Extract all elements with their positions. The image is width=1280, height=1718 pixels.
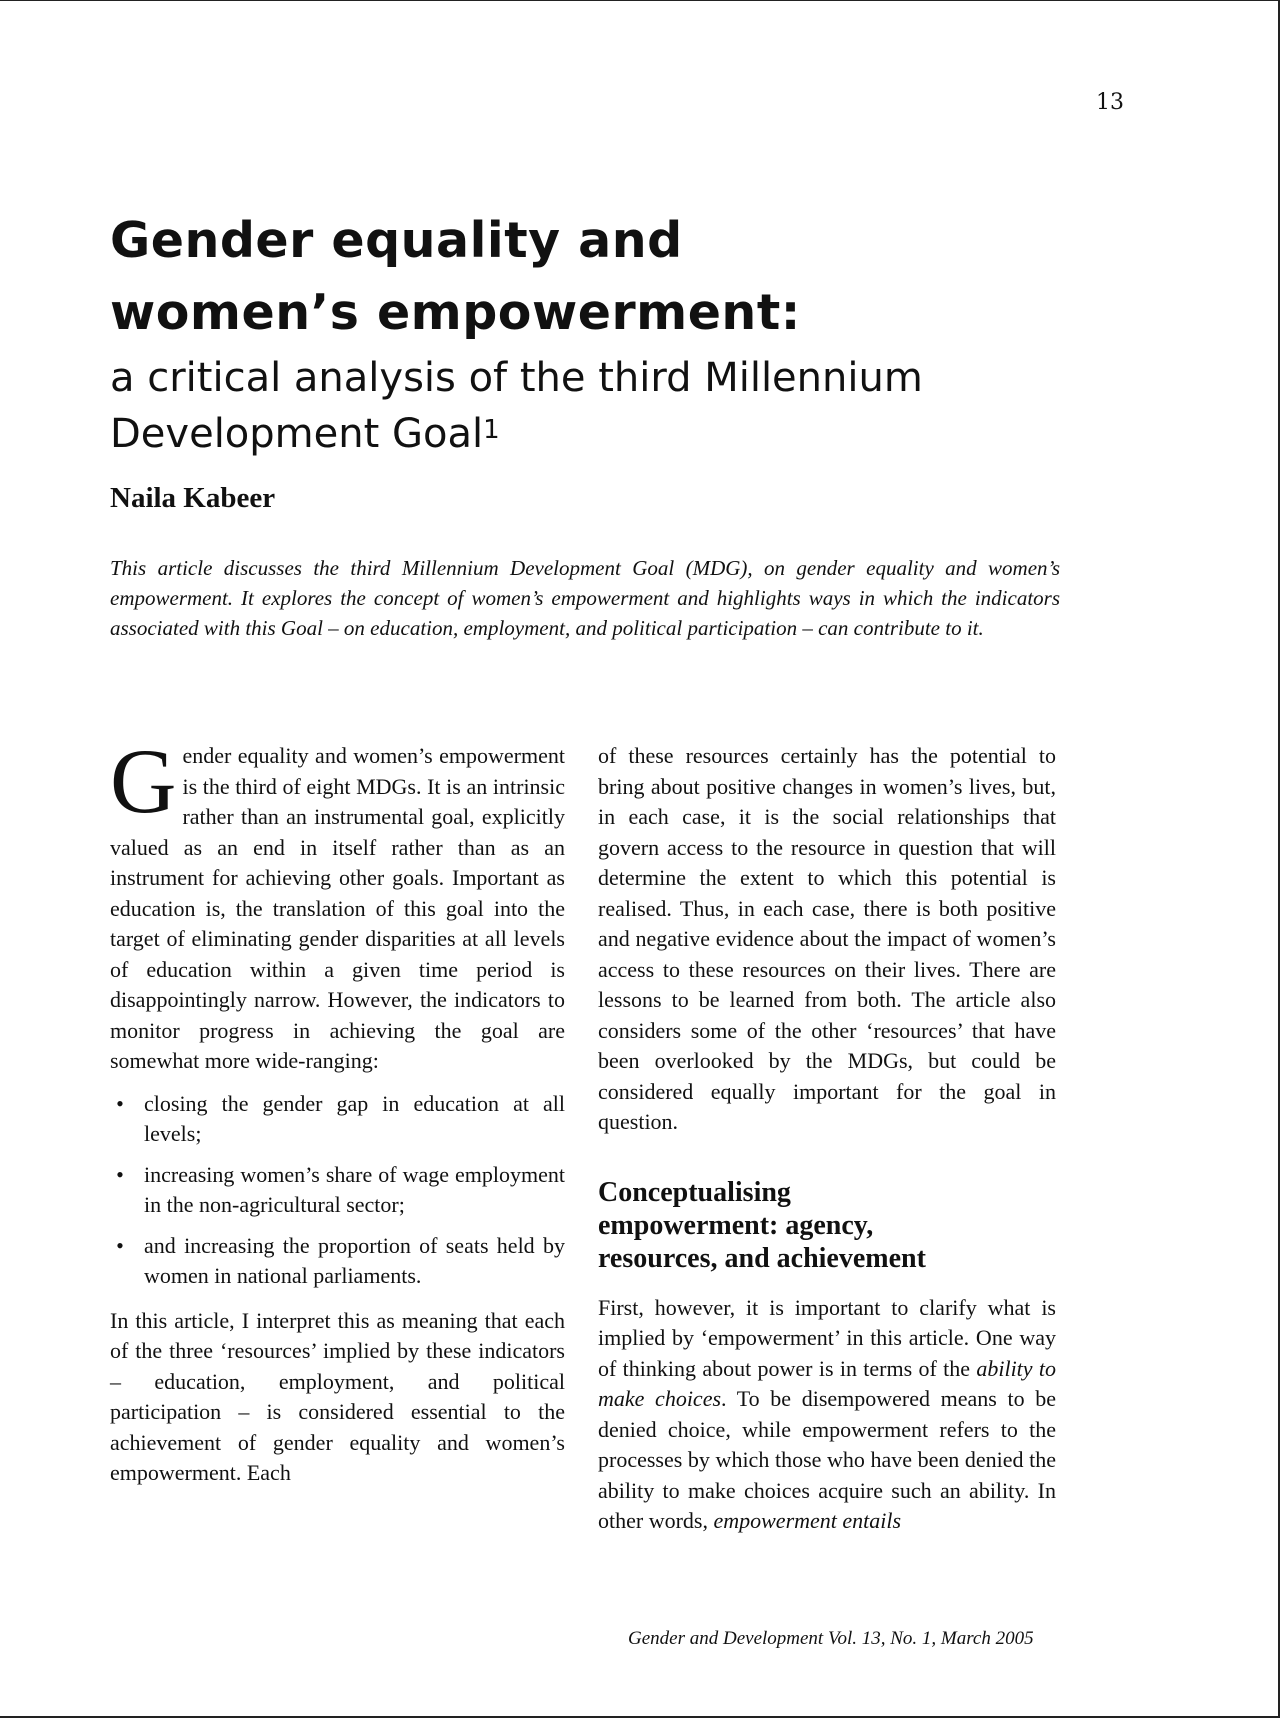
- abstract: This article discusses the third Millennium Development Goal (MDG), on gender equality and women’s empowerment. It explores the concept of women’s empowerment and highlights ways in which the indicators associated with this Goal – on education, employment, and political participation – can contribute to it.: [110, 556, 1060, 640]
- list-item-text: increasing women’s share of wage employment in the non-agricultural sector;: [144, 1161, 565, 1217]
- author-name: Naila Kabeer: [110, 482, 276, 514]
- footnote-marker[interactable]: 1: [483, 415, 500, 445]
- article-subtitle: [110, 350, 923, 462]
- paragraph-text: . To be disempowered means to be denied choice, while empowerment refers to the processes by which those who have been denied the ability to make choices acquire such an ability. In other words,: [598, 1386, 1056, 1533]
- left-column: [110, 730, 565, 1489]
- list-item-text: closing the gender gap in education at all levels;: [144, 1090, 565, 1146]
- journal-footer: Gender and Development Vol. 13, No. 1, March 2005: [628, 1628, 1034, 1649]
- list-item-text: and increasing the proportion of seats held by women in national parliaments.: [144, 1232, 565, 1288]
- right-column: [598, 741, 1056, 1537]
- list-item: [110, 1089, 565, 1150]
- subtitle-line-1: a critical analysis of the third Millennium: [110, 355, 923, 401]
- emphasis-text: empowerment entails: [713, 1508, 902, 1533]
- section-heading-line: resources, and achievement: [598, 1242, 926, 1274]
- paragraph-text: First, however, it is important to clarify what is implied by ‘empowerment’ in this article. One way of thinking about power is in terms of the: [598, 1294, 1056, 1381]
- indicator-list: [110, 1089, 565, 1292]
- list-item: [110, 1160, 565, 1221]
- article-title: [110, 205, 801, 349]
- section-heading-line: empowerment: agency,: [598, 1209, 874, 1241]
- emphasis-text: ability to make choices: [598, 1355, 1056, 1411]
- section-heading: [598, 1176, 1056, 1275]
- section-heading-line: Conceptualising: [598, 1176, 791, 1208]
- bullet-icon: •: [116, 1090, 124, 1116]
- body-paragraph: of these resources certainly has the potential to bring about positive changes in women’s lives, but, in each case, it is the social relationships that govern access to the resource in question that will determine the extent to which this potential is realised. Thus, in each case, there is both positive and negative evidence about the impact of women’s access to these resources on their lives. There are lessons to be learned from both. The article also considers some of the other ‘resources’ that have been overlooked by the MDGs, but could be considered equally important for the goal in question.: [598, 743, 1056, 1134]
- title-line-1: Gender equality and: [110, 212, 683, 269]
- title-line-2: women’s empowerment:: [110, 284, 801, 341]
- body-paragraph: In this article, I interpret this as meaning that each of the three ‘resources’ implied by these indicators – education, employment, and political participation – is considered essential to the achievement of gender equality and women’s empowerment. Each: [110, 1307, 565, 1485]
- bullet-icon: •: [116, 1232, 124, 1258]
- intro-text: ender equality and women’s empowerment is the third of eight MDGs. It is an intrinsic rather than an instrumental goal, explicitly valued as an end in itself rather than as an instrument for achieving other goals. Important as education is, the translation of this goal into the target of eliminating gender disparities at all levels of education within a given time period is disappointingly narrow. However, the indicators to monitor progress in achieving the goal are somewhat more wide-ranging:: [110, 743, 565, 1073]
- intro-paragraph: [110, 730, 565, 1077]
- body-paragraph: [598, 1293, 1056, 1537]
- drop-cap: G: [110, 730, 177, 832]
- subtitle-line-2: Development Goal: [110, 411, 484, 457]
- bullet-icon: •: [116, 1161, 124, 1187]
- page-number: 13: [1096, 90, 1124, 115]
- frame-top-edge: [0, 0, 1280, 1]
- list-item: [110, 1231, 565, 1292]
